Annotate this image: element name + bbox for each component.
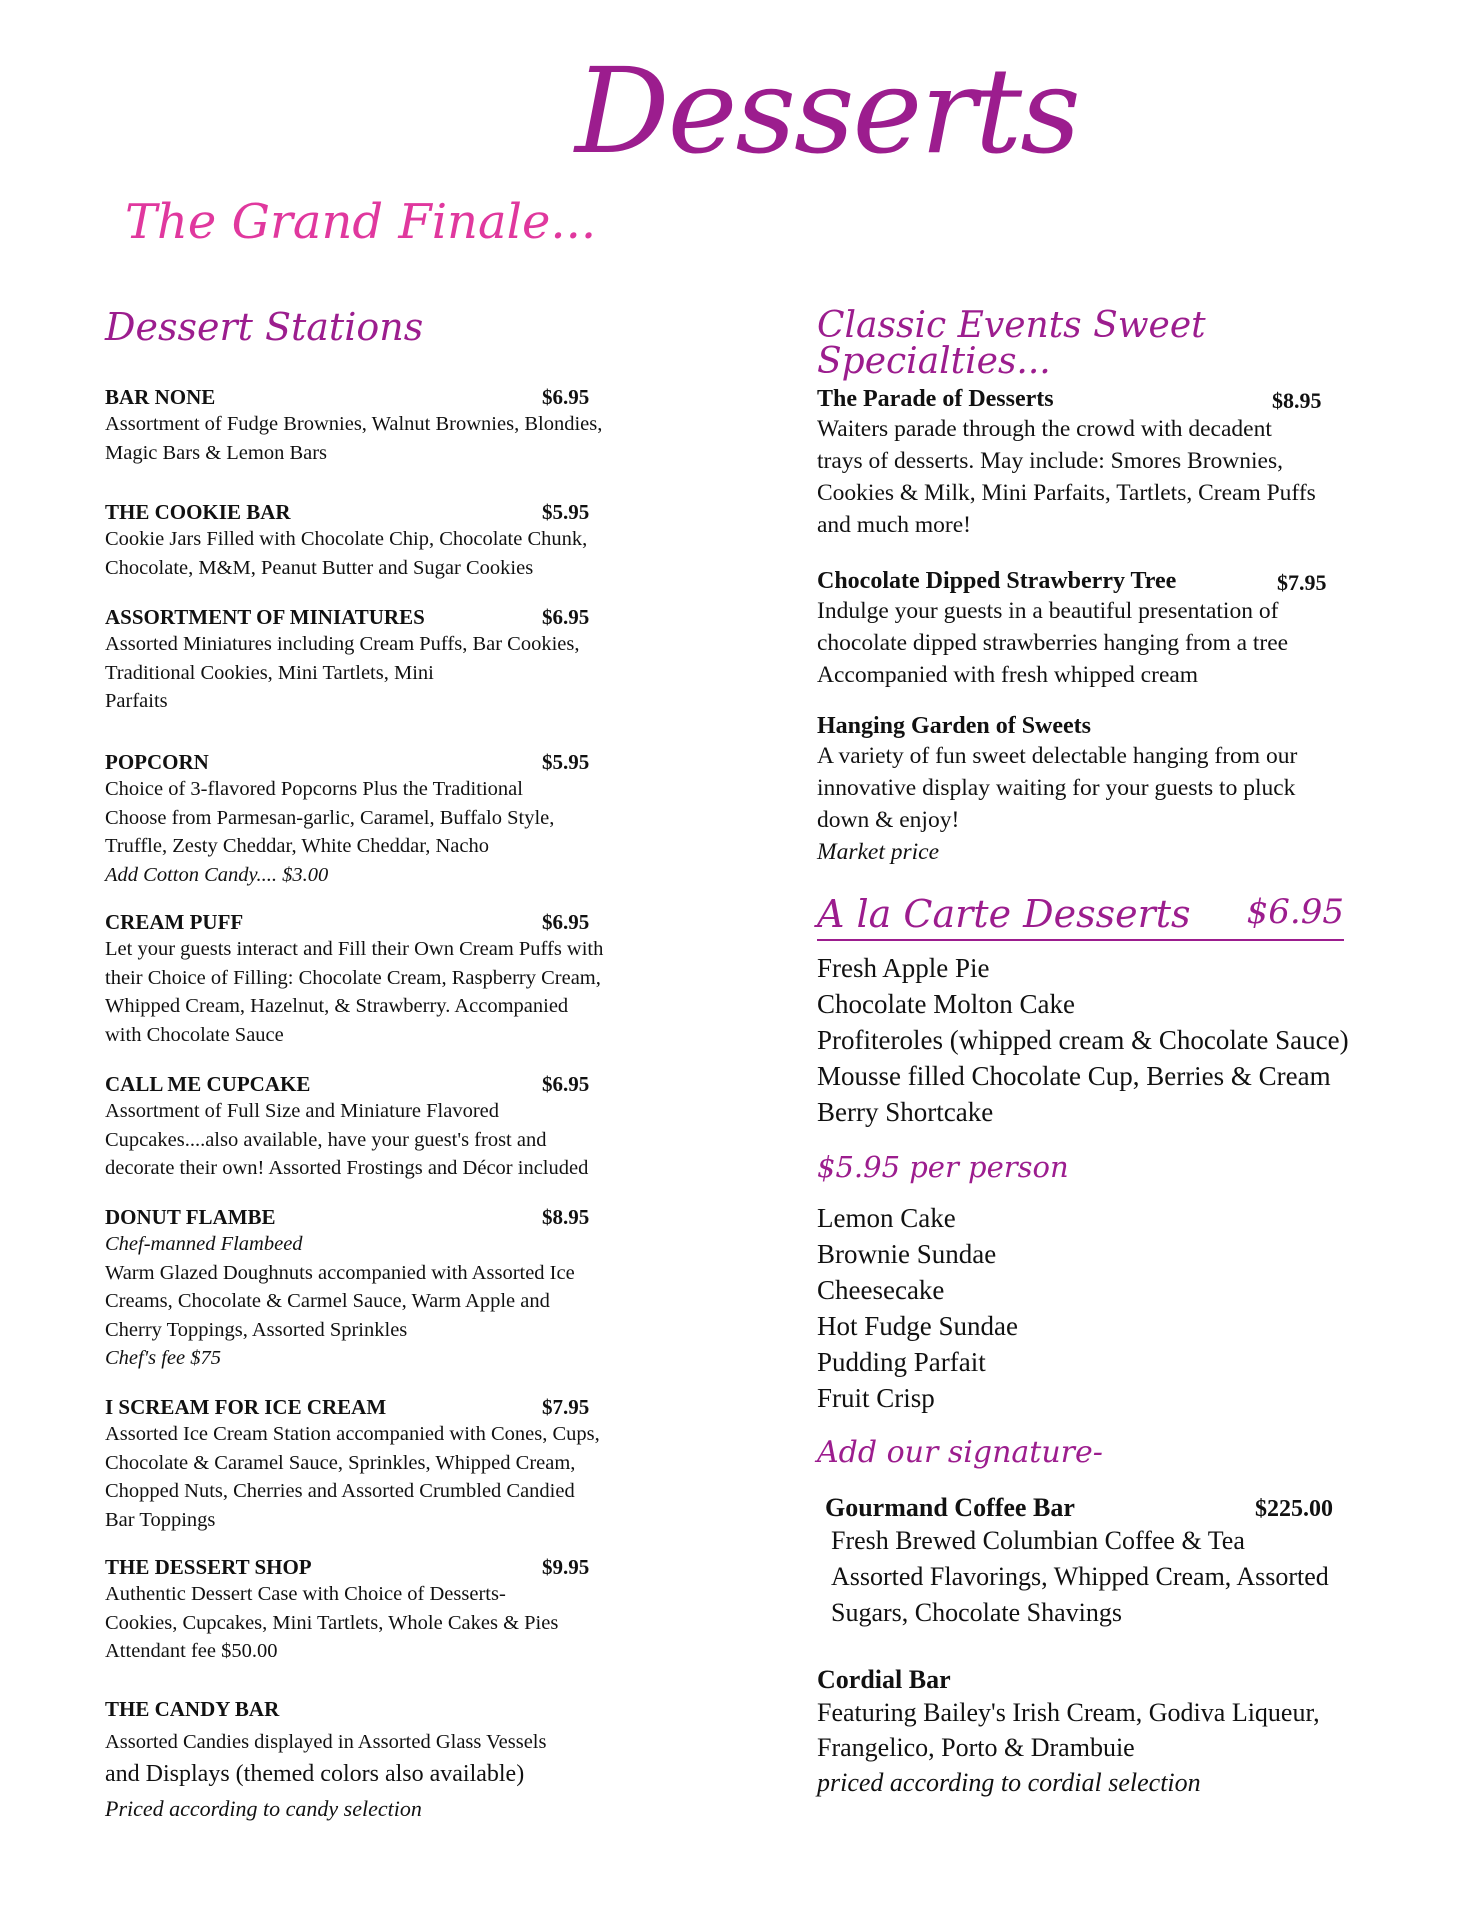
cordial-bar-desc-2: Frangelico, Porto & Drambuie [817, 1733, 1135, 1762]
station-item [105, 1395, 695, 1534]
station-price: $5.95 [542, 750, 590, 774]
alacarte-item: Chocolate Molton Cake [817, 989, 1075, 1019]
station-item [105, 910, 695, 1049]
station-desc-line: Choose from Parmesan-garlic, Caramel, Buffalo Style, [105, 806, 555, 829]
specialty-item [817, 713, 1397, 868]
station-desc-line: Whipped Cream, Hazelnut, & Strawberry. Accompanied [105, 995, 569, 1017]
station-name: CALL ME CUPCAKE [105, 1072, 311, 1096]
station-note: Priced according to candy selection [105, 1795, 422, 1821]
coffee-bar [825, 1493, 1385, 1631]
station-item [105, 1697, 695, 1825]
station-desc-line: Assorted Miniatures including Cream Puffs, Bar Cookies, [105, 633, 580, 655]
station-item [105, 605, 695, 716]
station-desc-line: their Choice of Filling: Chocolate Cream, Raspberry Cream, [105, 966, 601, 989]
specialty-desc-line: down & enjoy! [817, 807, 960, 833]
station-desc-line: Choice of 3-flavored Popcorns Plus the Traditional [105, 778, 523, 800]
cordial-bar-desc-1: Featuring Bailey's Irish Cream, Godiva Liqueur, [817, 1698, 1320, 1727]
specialty-name: Chocolate Dipped Strawberry Tree [817, 568, 1177, 594]
per-person-item: Brownie Sundae [817, 1239, 997, 1269]
specialty-desc-line: Indulge your guests in a beautiful presentation of [817, 598, 1279, 624]
station-desc-line: Attendant fee $50.00 [105, 1640, 278, 1662]
alacarte-item: Mousse filled Chocolate Cup, Berries & Cream [817, 1061, 1331, 1091]
per-person-label: $5.95 per person [817, 1150, 1069, 1184]
station-desc-line: Bar Toppings [105, 1508, 216, 1531]
station-name: THE CANDY BAR [105, 1697, 280, 1721]
station-desc-line: Assorted Candies displayed in Assorted Glass Vessels [105, 1731, 547, 1753]
specialty-price: $8.95 [1272, 388, 1322, 413]
coffee-bar-desc-3: Sugars, Chocolate Shavings [831, 1598, 1123, 1627]
station-desc-line: Let your guests interact and Fill their Own Cream Puffs with [105, 938, 604, 960]
station-desc-line: Cherry Toppings, Assorted Sprinkles [105, 1318, 408, 1341]
specialty-desc-line: and much more! [817, 512, 972, 538]
specialty-item [817, 386, 1397, 541]
station-note: Add Cotton Candy.... $3.00 [105, 863, 329, 886]
station-name: DONUT FLAMBE [105, 1205, 276, 1229]
station-price: $6.95 [542, 385, 590, 409]
station-price: $6.95 [542, 1072, 590, 1096]
station-name: THE COOKIE BAR [105, 500, 291, 524]
station-desc-line: decorate their own! Assorted Frostings and Décor included [105, 1157, 589, 1179]
section-title-specialties: Classic Events Sweet Specialties... [817, 305, 1206, 382]
station-price: $6.95 [542, 910, 590, 934]
per-person-item: Lemon Cake [817, 1203, 956, 1233]
station-desc-line: Warm Glazed Doughnuts accompanied with Assorted Ice [105, 1261, 575, 1284]
station-desc-line: Truffle, Zesty Cheddar, White Cheddar, Nacho [105, 835, 489, 857]
station-desc-line: Parfaits [105, 690, 168, 712]
alacarte-title: A la Carte Desserts [817, 892, 1191, 936]
station-item [105, 500, 695, 582]
alacarte-list [817, 950, 1349, 1130]
station-item [105, 1072, 695, 1183]
alacarte-item: Berry Shortcake [817, 1097, 994, 1127]
per-person-item: Cheesecake [817, 1275, 945, 1305]
specialty-item [817, 568, 1397, 691]
cordial-bar-note: priced according to cordial selection [817, 1768, 1201, 1797]
station-name: ASSORTMENT OF MINIATURES [105, 605, 425, 629]
station-desc-line: Chocolate, M&M, Peanut Butter and Sugar Cookies [105, 556, 534, 579]
station-name: POPCORN [105, 750, 209, 774]
station-price: $8.95 [542, 1205, 590, 1229]
signature-label: Add our signature- [817, 1435, 1103, 1470]
specialty-desc-line: Waiters parade through the crowd with decadent [817, 416, 1272, 442]
station-desc-line: Creams, Chocolate & Carmel Sauce, Warm Apple and [105, 1290, 550, 1312]
station-price: $5.95 [542, 500, 590, 524]
cordial-bar [817, 1665, 1397, 1800]
per-person-list [817, 1200, 1018, 1416]
alacarte-item: Fresh Apple Pie [817, 953, 990, 983]
coffee-bar-price: $225.00 [1255, 1496, 1333, 1522]
specialty-desc-line: A variety of fun sweet delectable hanging from our [817, 743, 1298, 769]
station-item [105, 385, 695, 467]
station-desc-line: Cookie Jars Filled with Chocolate Chip, Chocolate Chunk, [105, 528, 588, 550]
specialty-desc-line: trays of desserts. May include: Smores Brownies, [817, 448, 1284, 474]
station-price: $6.95 [542, 605, 590, 629]
station-note: Chef's fee $75 [105, 1347, 221, 1369]
alacarte-item: Profiteroles (whipped cream & Chocolate Sauce) [817, 1025, 1349, 1055]
station-desc-line: Authentic Dessert Case with Choice of Desserts- [105, 1583, 506, 1605]
coffee-bar-desc-2: Assorted Flavorings, Whipped Cream, Assorted [831, 1562, 1329, 1591]
specialty-name: The Parade of Desserts [817, 386, 1054, 412]
station-desc-line: Cookies, Cupcakes, Mini Tartlets, Whole Cakes & Pies [105, 1611, 559, 1634]
coffee-bar-desc-1: Fresh Brewed Columbian Coffee & Tea [831, 1526, 1245, 1555]
page-title: Desserts [575, 42, 1079, 180]
station-item [105, 1205, 695, 1373]
station-name: CREAM PUFF [105, 910, 244, 934]
alacarte-header [817, 892, 1344, 941]
station-price: $7.95 [542, 1395, 590, 1419]
tagline: The Grand Finale... [125, 194, 597, 250]
station-item [105, 750, 695, 889]
station-desc-line: with Chocolate Sauce [105, 1023, 284, 1046]
specialty-desc-line: Cookies & Milk, Mini Parfaits, Tartlets, Cream Puffs [817, 480, 1316, 506]
coffee-bar-name: Gourmand Coffee Bar [825, 1493, 1075, 1522]
station-name: BAR NONE [105, 385, 216, 409]
per-person-item: Hot Fudge Sundae [817, 1311, 1018, 1341]
station-name: THE DESSERT SHOP [105, 1555, 312, 1579]
station-desc-line: Cupcakes....also available, have your guest's frost and [105, 1128, 547, 1151]
station-desc-line: Traditional Cookies, Mini Tartlets, Mini [105, 661, 434, 684]
specialty-desc-line: chocolate dipped strawberries hanging from a tree [817, 630, 1289, 656]
specialty-desc-line: Accompanied with fresh whipped cream [817, 662, 1199, 688]
per-person-item: Fruit Crisp [817, 1383, 935, 1413]
specialty-desc-line: innovative display waiting for your guests to pluck [817, 775, 1296, 801]
specialty-name: Hanging Garden of Sweets [817, 713, 1092, 739]
station-desc-line: Assortment of Fudge Brownies, Walnut Brownies, Blondies, [105, 413, 603, 435]
cordial-bar-name: Cordial Bar [817, 1665, 951, 1694]
station-desc-line: Assorted Ice Cream Station accompanied with Cones, Cups, [105, 1423, 600, 1445]
station-price: $9.95 [542, 1555, 590, 1579]
specialty-price: $7.95 [1277, 570, 1327, 595]
station-item [105, 1555, 695, 1666]
station-subnote: Chef-manned Flambeed [105, 1233, 303, 1255]
station-desc-line: and Displays (themed colors also available) [105, 1760, 525, 1787]
station-desc-line: Chopped Nuts, Cherries and Assorted Crumbled Candied [105, 1480, 575, 1502]
station-desc-line: Chocolate & Caramel Sauce, Sprinkles, Whipped Cream, [105, 1451, 576, 1474]
station-desc-line: Magic Bars & Lemon Bars [105, 441, 328, 464]
station-desc-line: Assortment of Full Size and Miniature Flavored [105, 1100, 499, 1122]
alacarte-price: $6.95 [1246, 892, 1344, 932]
section-title-dessert-stations: Dessert Stations [105, 305, 424, 349]
station-name: I SCREAM FOR ICE CREAM [105, 1395, 387, 1419]
per-person-item: Pudding Parfait [817, 1347, 986, 1377]
specialty-note: Market price [817, 839, 940, 865]
